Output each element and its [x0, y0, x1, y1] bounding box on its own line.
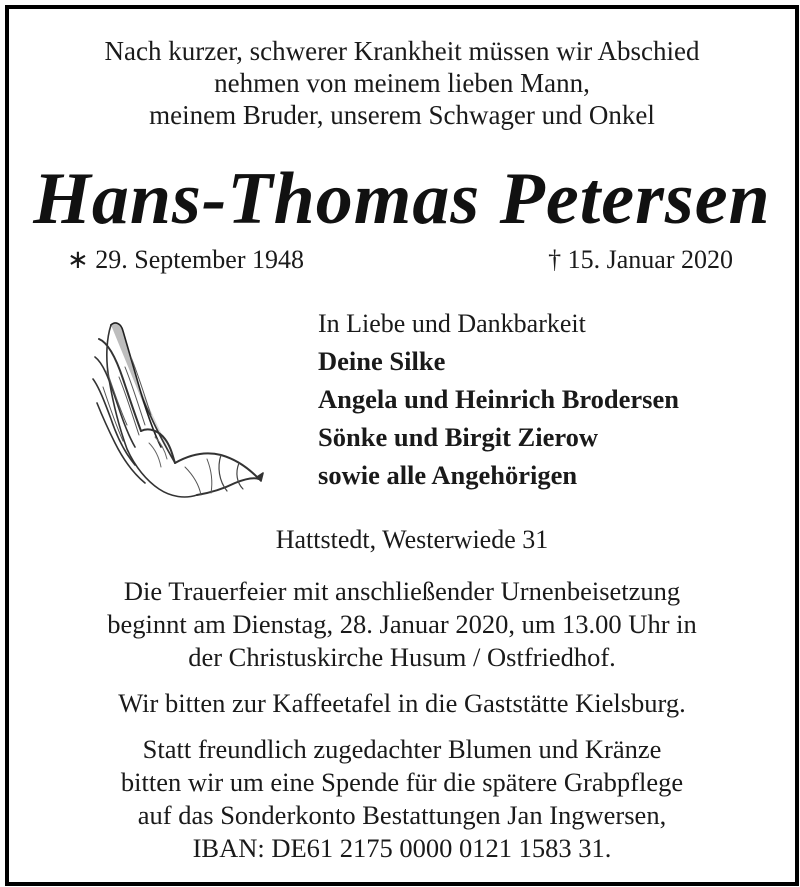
mourner-name: Sönke und Birgit Zierow	[318, 422, 599, 452]
donation-line: Statt freundlich zugedachter Blumen und Kränze	[142, 734, 662, 764]
mourner-name: Angela und Heinrich Brodersen	[318, 384, 679, 414]
donation-line: bitten wir um eine Spende für die spätere Grabpflege	[120, 767, 684, 797]
donation-line: IBAN: DE61 2175 0000 0121 1583 31.	[192, 833, 612, 863]
intro-line: meinem Bruder, unserem Schwager und Onkel	[149, 100, 655, 130]
reception-line: Wir bitten zur Kaffeetafel in die Gaststätte Kielsburg.	[118, 688, 686, 718]
ceremony-line: Die Trauerfeier mit anschließender Urnenbeisetzung	[123, 576, 681, 606]
obituary-frame	[5, 5, 799, 886]
intro-text	[9, 35, 795, 131]
death-date: † 15. Januar 2020	[548, 245, 733, 274]
birth-date: ∗ 29. September 1948	[67, 245, 304, 274]
ceremony-line: beginnt am Dienstag, 28. Januar 2020, um 13.00 Uhr in	[107, 609, 697, 639]
deceased-name: Hans-Thomas Petersen	[33, 158, 771, 240]
praying-hands-icon	[89, 317, 264, 507]
donation-line: auf das Sonderkonto Bestattungen Jan Ingwersen,	[137, 800, 667, 830]
donation-text	[9, 733, 795, 865]
ceremony-line: der Christuskirche Husum / Ostfriedhof.	[188, 642, 616, 672]
ceremony-text	[9, 575, 795, 674]
intro-line: Nach kurzer, schwerer Krankheit müssen wir Abschied	[104, 36, 700, 66]
mourners-block	[318, 306, 679, 494]
intro-line: nehmen von meinem lieben Mann,	[214, 68, 590, 98]
reception-text	[9, 687, 795, 720]
mourner-name: sowie alle Angehörigen	[318, 460, 578, 490]
mourners-lead: In Liebe und Dankbarkeit	[318, 309, 586, 338]
mourner-name: Deine Silke	[318, 346, 446, 376]
address: Hattstedt, Westerwiede 31	[275, 525, 549, 554]
